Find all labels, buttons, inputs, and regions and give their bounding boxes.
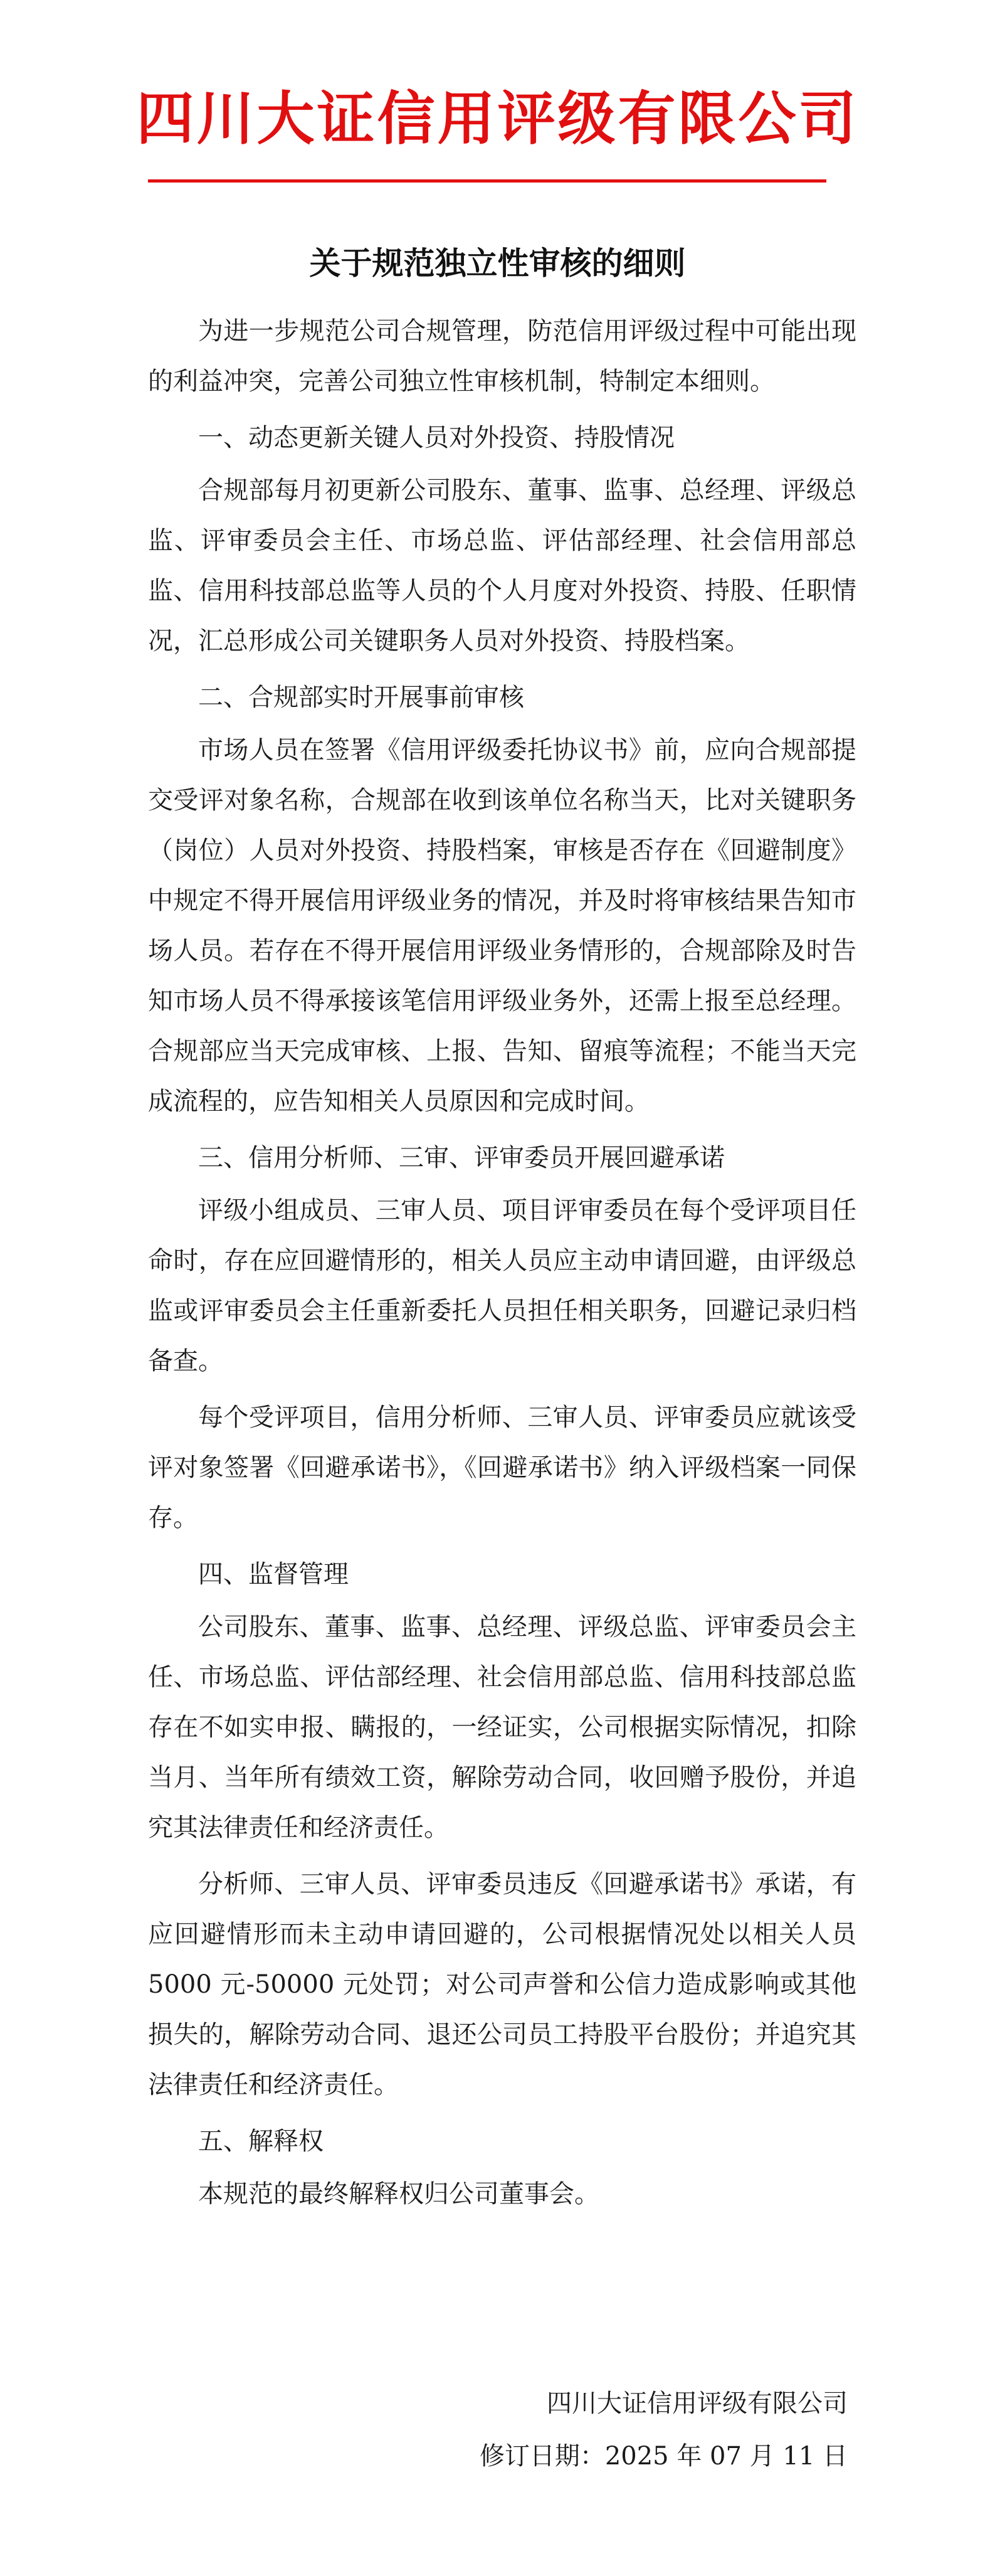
signature-company: 四川大证信用评级有限公司: [547, 2389, 848, 2418]
signature-block: [480, 2377, 848, 2483]
section-heading-5: 五、解释权: [198, 2127, 324, 2156]
section-3-paragraph-1: 评级小组成员、三审人员、项目评审委员在每个受评项目任命时，存在应回避情形的，相关人员应主动申请回避，由评级总监或评审委员会主任重新委托人员担任相关职务，回避记录归档备查。: [148, 1196, 856, 1375]
document-body: [148, 306, 856, 2225]
document-title: 关于规范独立性审核的细则: [309, 245, 686, 282]
company-letterhead: 四川大证信用评级有限公司: [136, 85, 859, 152]
section-heading-3: 三、信用分析师、三审、评审委员开展回避承诺: [198, 1143, 725, 1172]
section-4-paragraph-1: 公司股东、董事、监事、总经理、评级总监、评审委员会主任、市场总监、评估部经理、社会信用部总监、信用科技部总监存在不如实申报、瞒报的，一经证实，公司根据实际情况，扣除当月、当年所有绩效工资，解除劳动合同，收回赠予股份，并追究其法律责任和经济责任。: [148, 1613, 856, 1842]
section-4-paragraph-2: 分析师、三审人员、评审委员违反《回避承诺书》承诺，有应回避情形而未主动申请回避的，公司根据情况处以相关人员 5000 元-50000 元处罚；对公司声誉和公信力造成影响或其他损失的，解除劳动合同、退还公司员工持股平台股份；并追究其法律责任和经济责任。: [148, 1870, 856, 2099]
letterhead-divider: [148, 179, 826, 183]
section-heading-2: 二、合规部实时开展事前审核: [198, 683, 524, 712]
intro-paragraph: 为进一步规范公司合规管理，防范信用评级过程中可能出现的利益冲突，完善公司独立性审核机制，特制定本细则。: [148, 317, 856, 396]
section-5-paragraph-1: 本规范的最终解释权归公司董事会。: [198, 2180, 599, 2208]
revision-date: 修订日期：2025 年 07 月 11 日: [479, 2442, 848, 2471]
section-3-paragraph-2: 每个受评项目，信用分析师、三审人员、评审委员应就该受评对象签署《回避承诺书》，《回避承诺书》纳入评级档案一同保存。: [148, 1403, 856, 1532]
section-heading-4: 四、监督管理: [198, 1560, 349, 1589]
section-heading-1: 一、动态更新关键人员对外投资、持股情况: [198, 423, 675, 452]
section-2-paragraph-1: 市场人员在签署《信用评级委托协议书》前，应向合规部提交受评对象名称，合规部在收到该单位名称当天，比对关键职务（岗位）人员对外投资、持股档案，审核是否存在《回避制度》中规定不得开展信用评级业务的情况，并及时将审核结果告知市场人员。若存在不得开展信用评级业务情形的，合规部除及时告知市场人员不得承接该笔信用评级业务外，还需上报至总经理。合规部应当天完成审核、上报、告知、留痕等流程；不能当天完成流程的，应告知相关人员原因和完成时间。: [148, 736, 856, 1116]
section-1-paragraph-1: 合规部每月初更新公司股东、董事、监事、总经理、评级总监、评审委员会主任、市场总监、评估部经理、社会信用部总监、信用科技部总监等人员的个人月度对外投资、持股、任职情况，汇总形成公司关键职务人员对外投资、持股档案。: [148, 476, 856, 655]
